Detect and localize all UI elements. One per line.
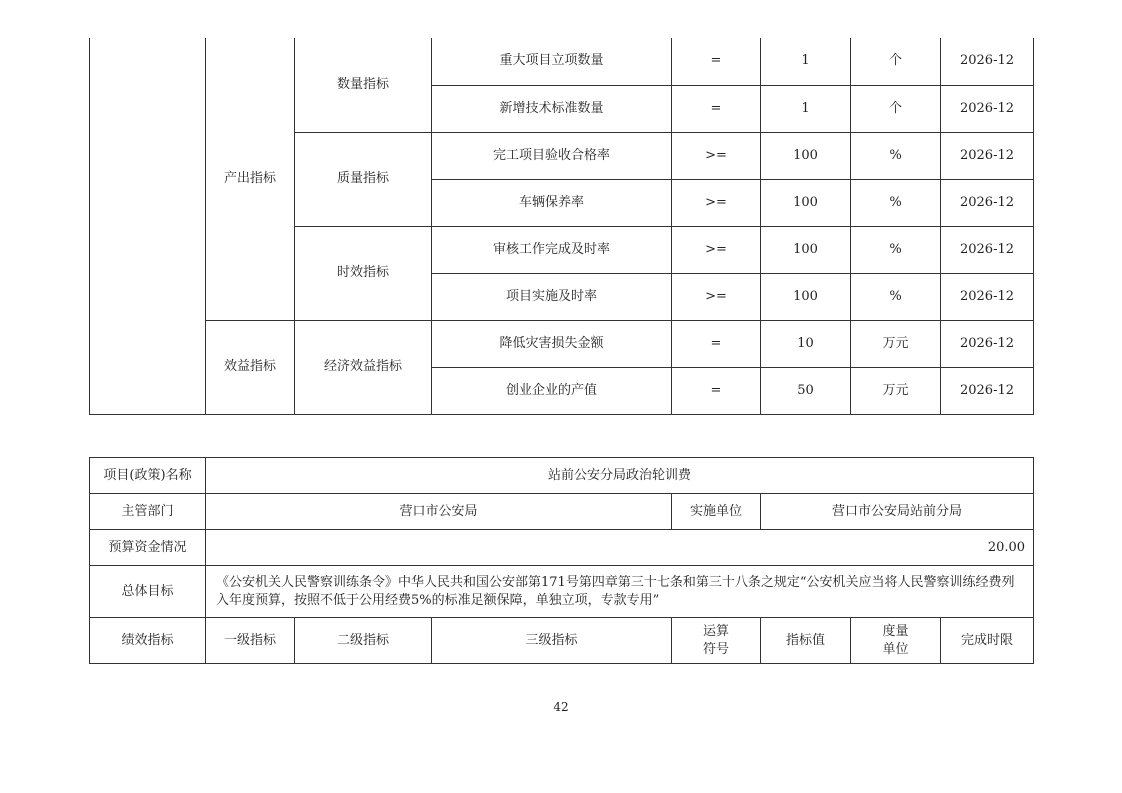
operator-cell: = (672, 367, 761, 414)
operator-cell: >= (672, 179, 761, 226)
value-cell: 1 (761, 85, 851, 132)
goal-row (90, 566, 1034, 618)
value-cell: 10 (761, 320, 851, 367)
deadline-cell: 2026-12 (941, 85, 1034, 132)
implementing-unit-label: 实施单位 (672, 494, 761, 530)
unit-cell: % (851, 179, 941, 226)
page-number: 42 (553, 700, 569, 714)
deadline-cell: 2026-12 (941, 273, 1034, 320)
value-cell: 100 (761, 179, 851, 226)
project-name-value: 站前公安分局政治轮训费 (206, 458, 1034, 494)
level3-cell: 车辆保养率 (432, 179, 672, 226)
category-cell (90, 38, 206, 414)
unit-cell: 个 (851, 85, 941, 132)
goal-label: 总体目标 (90, 566, 206, 618)
unit-cell: 万元 (851, 320, 941, 367)
unit-cell: % (851, 132, 941, 179)
level1-header: 一级指标 (206, 618, 295, 664)
deadline-cell: 2026-12 (941, 367, 1034, 414)
value-cell: 100 (761, 226, 851, 273)
level3-cell: 新增技术标准数量 (432, 85, 672, 132)
operator-cell: >= (672, 273, 761, 320)
level3-cell: 降低灾害损失金额 (432, 320, 672, 367)
operator-header-line1: 运算 (702, 623, 729, 639)
value-cell: 100 (761, 273, 851, 320)
deadline-cell: 2026-12 (941, 38, 1034, 85)
level1-cell: 效益指标 (206, 320, 295, 414)
perf-header-row (90, 618, 1034, 664)
value-cell: 1 (761, 38, 851, 85)
unit-header (851, 618, 941, 664)
perf-label: 绩效指标 (90, 618, 206, 664)
unit-cell: 万元 (851, 367, 941, 414)
level3-cell: 审核工作完成及时率 (432, 226, 672, 273)
deadline-header: 完成时限 (941, 618, 1034, 664)
operator-header (672, 618, 761, 664)
project-info-table (89, 457, 1034, 664)
level2-cell: 质量指标 (295, 132, 432, 226)
project-name-row (90, 458, 1034, 494)
level2-cell: 经济效益指标 (295, 320, 432, 414)
level2-cell: 数量指标 (295, 38, 432, 132)
deadline-cell: 2026-12 (941, 179, 1034, 226)
unit-cell: 个 (851, 38, 941, 85)
department-value: 营口市公安局 (206, 494, 672, 530)
level3-cell: 创业企业的产值 (432, 367, 672, 414)
operator-cell: = (672, 85, 761, 132)
project-name-label: 项目(政策)名称 (90, 458, 206, 494)
level3-cell: 项目实施及时率 (432, 273, 672, 320)
level2-cell: 时效指标 (295, 226, 432, 320)
level3-cell: 完工项目验收合格率 (432, 132, 672, 179)
value-cell: 100 (761, 132, 851, 179)
unit-header-line1: 度量 (882, 623, 909, 639)
deadline-cell: 2026-12 (941, 226, 1034, 273)
budget-label: 预算资金情况 (90, 530, 206, 566)
indicator-table (89, 38, 1034, 415)
unit-cell: % (851, 226, 941, 273)
department-label: 主管部门 (90, 494, 206, 530)
goal-text: 《公安机关人民警察训练条令》中华人民共和国公安部第171号第四章第三十七条和第三十八条之规定“公安机关应当将人民警察训练经费列入年度预算，按照不低于公用经费5%的标准足额保障，单独立项，专款专用” (206, 566, 1034, 618)
operator-cell: = (672, 320, 761, 367)
operator-cell: = (672, 38, 761, 85)
level1-cell: 产出指标 (206, 38, 295, 320)
operator-header-line2: 符号 (702, 641, 729, 657)
operator-cell: >= (672, 226, 761, 273)
level3-header: 三级指标 (432, 618, 672, 664)
table-row (90, 38, 1034, 85)
department-row (90, 494, 1034, 530)
operator-cell: >= (672, 132, 761, 179)
value-header: 指标值 (761, 618, 851, 664)
unit-header-line2: 单位 (882, 641, 909, 657)
deadline-cell: 2026-12 (941, 132, 1034, 179)
table-row (90, 320, 1034, 367)
level3-cell: 重大项目立项数量 (432, 38, 672, 85)
deadline-cell: 2026-12 (941, 320, 1034, 367)
budget-value: 20.00 (206, 530, 1034, 566)
unit-cell: % (851, 273, 941, 320)
value-cell: 50 (761, 367, 851, 414)
implementing-unit-value: 营口市公安局站前分局 (761, 494, 1034, 530)
budget-row (90, 530, 1034, 566)
level2-header: 二级指标 (295, 618, 432, 664)
